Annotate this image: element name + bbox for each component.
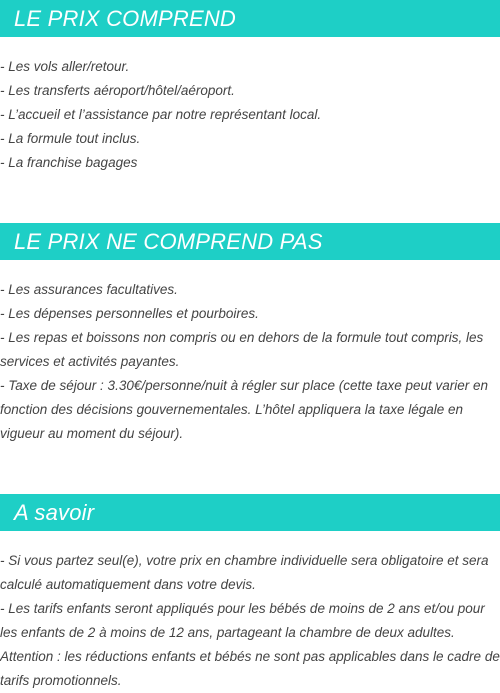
info-list — [0, 549, 500, 693]
list-item: - Les transferts aéroport/hôtel/aéroport. — [0, 83, 235, 98]
list-item: - Les vols aller/retour. — [0, 59, 130, 74]
included-list — [0, 55, 500, 175]
list-item: - Les assurances facultatives. — [0, 282, 178, 297]
list-item: - La franchise bagages — [0, 155, 138, 170]
list-item: - L’accueil et l’assistance par notre représentant local. — [0, 107, 322, 122]
section-header — [0, 0, 500, 37]
list-item: - Les repas et boissons non compris ou en dehors de la formule tout compris, les services et activités payantes. — [0, 330, 484, 369]
section-header — [0, 223, 500, 260]
section-a-savoir — [0, 494, 500, 693]
list-item: - Taxe de séjour : 3.30€/personne/nuit à régler sur place (cette taxe peut varier en fonction des décisions gouvernementales. L’hôtel appliquera la taxe légale en vigueur au moment du séjour). — [0, 378, 489, 441]
section-header — [0, 494, 500, 531]
list-item: - Les dépenses personnelles et pourboires. — [0, 306, 259, 321]
section-prix-ne-comprend-pas — [0, 223, 500, 446]
list-item: - Les tarifs enfants seront appliqués pour les bébés de moins de 2 ans et/ou pour les enfants de 2 à moins de 12 ans, partageant la chambre de deux adultes. — [0, 601, 485, 640]
list-item: - Si vous partez seul(e), votre prix en chambre individuelle sera obligatoire et sera calculé automatiquement dans votre devis. — [0, 553, 489, 592]
excluded-list — [0, 278, 500, 446]
list-item: - La formule tout inclus. — [0, 131, 141, 146]
section-prix-comprend — [0, 0, 500, 175]
section-title: LE PRIX COMPREND — [14, 5, 237, 31]
section-title: LE PRIX NE COMPREND PAS — [14, 228, 323, 254]
section-title: A savoir — [14, 499, 95, 525]
list-item: Attention : les réductions enfants et bébés ne sont pas applicables dans le cadre de tarifs promotionnels. — [0, 649, 500, 688]
